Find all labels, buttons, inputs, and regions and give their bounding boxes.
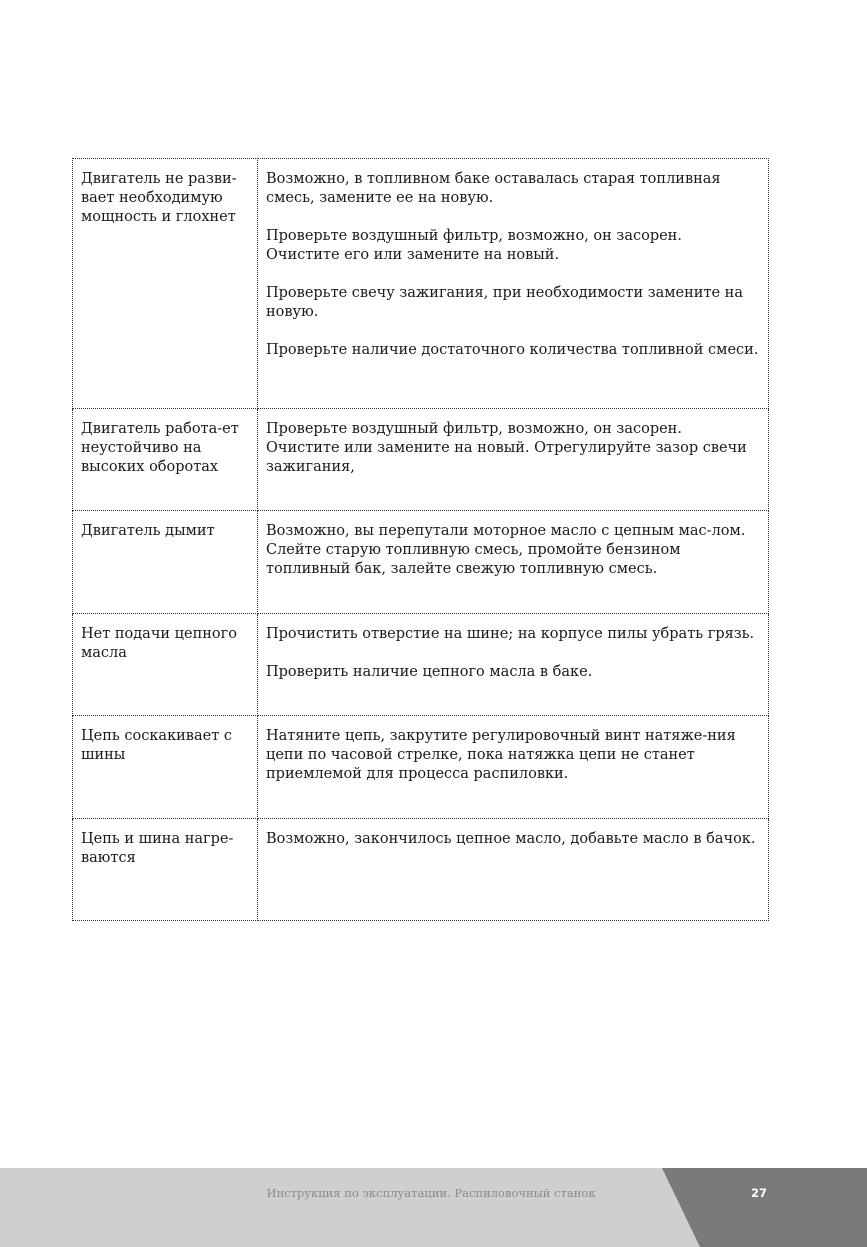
solution-paragraph: Возможно, закончилось цепное масло, добавьте масло в бачок. — [266, 831, 756, 847]
problem-cell: Двигатель дымит — [73, 511, 258, 614]
problem-cell: Двигатель работа-ет неустойчиво на высоких оборотах — [73, 409, 258, 511]
solution-cell — [258, 159, 769, 409]
table-row — [73, 819, 769, 921]
solution-paragraph: Проверьте наличие достаточного количества топливной смеси. — [266, 342, 759, 358]
solution-paragraph: Проверить наличие цепного масла в баке. — [266, 664, 593, 680]
table-row — [73, 511, 769, 614]
problem-cell: Цепь и шина нагре-ваются — [73, 819, 258, 921]
solution-paragraph: Натяните цепь, закрутите регулировочный винт натяже-ния цепи по часовой стрелке, пока натяжка цепи не станет приемлемой для процесса распиловки. — [266, 728, 736, 782]
page-number: 27 — [750, 1186, 767, 1200]
solution-cell — [258, 409, 769, 511]
table-row — [73, 614, 769, 716]
solution-paragraph: Проверьте воздушный фильтр, возможно, он засорен. Очистите или замените на новый. Отрегулируйте зазор свечи зажигания, — [266, 421, 747, 475]
footer-document-title: Инструкция по эксплуатации. Распиловочный станок — [266, 1186, 596, 1200]
solution-paragraph: Прочистить отверстие на шине; на корпусе пилы убрать грязь. — [266, 626, 755, 642]
troubleshooting-table — [72, 158, 769, 921]
problem-cell: Нет подачи цепного масла — [73, 614, 258, 716]
solution-paragraph: Проверьте воздушный фильтр, возможно, он засорен. Очистите его или замените на новый. — [266, 228, 682, 263]
solution-paragraph: Проверьте свечу зажигания, при необходимости замените на новую. — [266, 285, 743, 320]
solution-cell — [258, 614, 769, 716]
solution-cell — [258, 511, 769, 614]
solution-cell — [258, 716, 769, 819]
solution-paragraph: Возможно, в топливном баке оставалась старая топливная смесь, замените ее на новую. — [266, 171, 721, 206]
table-row — [73, 716, 769, 819]
problem-cell: Цепь соскакивает с шины — [73, 716, 258, 819]
solution-cell — [258, 819, 769, 921]
solution-paragraph: Возможно, вы перепутали моторное масло с цепным мас-лом. Слейте старую топливную смесь, промойте бензином топливный бак, залейте свежую топливную смесь. — [266, 523, 746, 577]
table-row — [73, 159, 769, 409]
problem-cell: Двигатель не разви-вает необходимую мощность и глохнет — [73, 159, 258, 409]
table-row — [73, 409, 769, 511]
